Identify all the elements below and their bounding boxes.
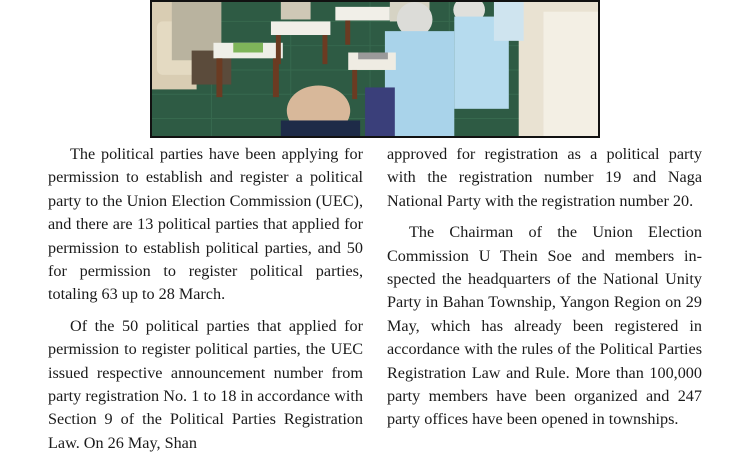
right-paragraph-2: The Chairman of the Union Election Commission U Thein Soe and members inspected the headquarters of the National Unity Party in Bahan Township, Yangon Region on 29 May, which has already been registered in accordance with the rules of the Political Parties Registration Law and Rule. More than 100,000 party members have been organized and 247 party offices have been opened in townships.	[387, 223, 702, 429]
right-paragraph-1: approved for registration as a political party with the registration number 19 and Naga National Party with the registration number 20.	[387, 145, 702, 210]
right-column	[387, 143, 702, 440]
left-paragraph-2: Of the 50 political parties that applied for permission to register political parties, the UEC issued respective announcement number from party registration No. 1 to 18 in accordance with Section 9 of the Political Parties Registration Law. On 26 May, Shan	[48, 316, 363, 452]
left-column	[48, 143, 363, 463]
meeting-photo-illustration	[152, 2, 598, 136]
meeting-photo	[150, 0, 600, 138]
left-paragraph-1: The political parties have been applying for permission to establish and register a political party to the Union Election Commission (UEC), and there are 13 political parties that applied for permission to establish political parties, and 50 for permission to register political parties, totaling 63 up to 28 March.	[48, 145, 363, 304]
